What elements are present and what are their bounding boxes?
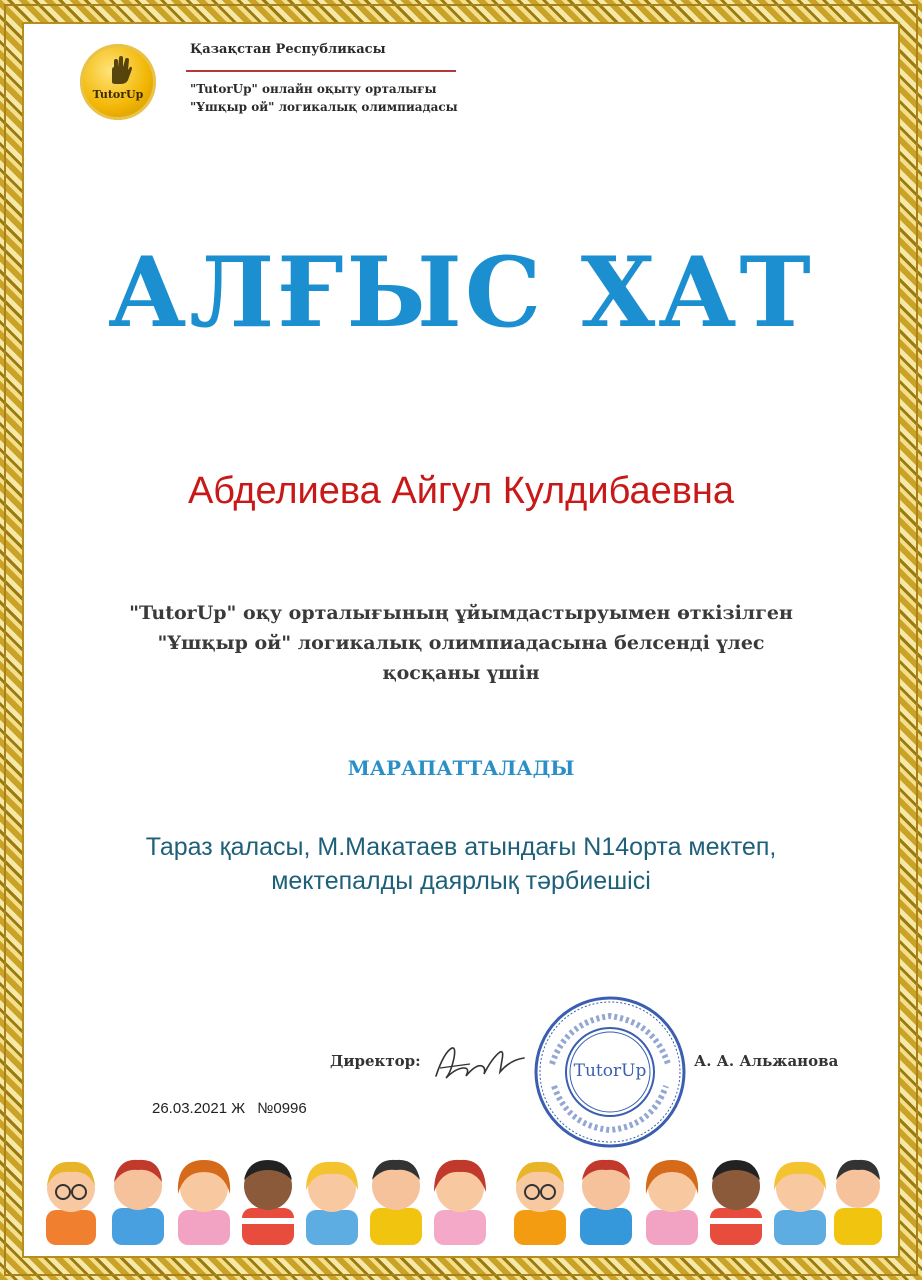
award-reason bbox=[70, 598, 852, 688]
country-name: Қазақстан Республикасы bbox=[190, 42, 386, 57]
official-stamp bbox=[532, 994, 688, 1150]
certificate-number: №0996 bbox=[257, 1100, 307, 1117]
director-signature bbox=[430, 1038, 530, 1088]
child-4 bbox=[242, 1160, 294, 1245]
child-11 bbox=[710, 1160, 762, 1245]
recipient-workplace bbox=[60, 830, 862, 898]
director-name: А. А. Альжанова bbox=[694, 1052, 839, 1070]
reason-line: "TutorUp" оқу орталығының ұйымдастыруымен өткізілген bbox=[129, 602, 793, 624]
issue-date: 26.03.2021 Ж bbox=[152, 1100, 246, 1117]
child-8 bbox=[514, 1162, 566, 1245]
awarded-label: МАРАПАТТАЛАДЫ bbox=[347, 756, 575, 780]
child-10 bbox=[646, 1160, 698, 1245]
reason-line: "Ұшқыр ой" логикалық олимпиадасына белсенді үлес bbox=[157, 632, 765, 654]
header-divider bbox=[186, 70, 456, 72]
child-6 bbox=[370, 1160, 422, 1245]
logo-wordmark: TutorUp bbox=[92, 88, 144, 101]
hand-icon bbox=[104, 56, 134, 86]
child-1 bbox=[46, 1162, 96, 1245]
organization-name: "TutorUp" онлайн оқыту орталығы bbox=[190, 82, 437, 96]
child-3 bbox=[178, 1160, 230, 1245]
child-7 bbox=[434, 1160, 486, 1245]
child-2 bbox=[112, 1160, 164, 1245]
reason-line: қосқаны үшін bbox=[382, 662, 540, 684]
child-13 bbox=[834, 1160, 882, 1245]
child-5 bbox=[306, 1162, 358, 1245]
issue-date-number bbox=[152, 1100, 307, 1117]
child-9 bbox=[580, 1160, 632, 1245]
olympiad-name: "Ұшқыр ой" логикалық олимпиадасы bbox=[190, 100, 458, 114]
certificate-title: АЛҒЫС ХАТ bbox=[108, 236, 814, 349]
recipient-name: Абделиева Айгул Кулдибаевна bbox=[187, 470, 735, 512]
child-12 bbox=[774, 1162, 826, 1245]
workplace-line: Тараз қаласы, М.Макатаев атындағы N14орта мектеп, bbox=[145, 833, 777, 861]
workplace-line: мектепалды даярлық тәрбиешісі bbox=[271, 867, 651, 895]
tutorup-logo bbox=[80, 44, 156, 120]
director-label: Директор: bbox=[330, 1052, 421, 1070]
children-illustration bbox=[38, 1150, 884, 1245]
stamp-center-text: TutorUp bbox=[573, 1061, 647, 1081]
